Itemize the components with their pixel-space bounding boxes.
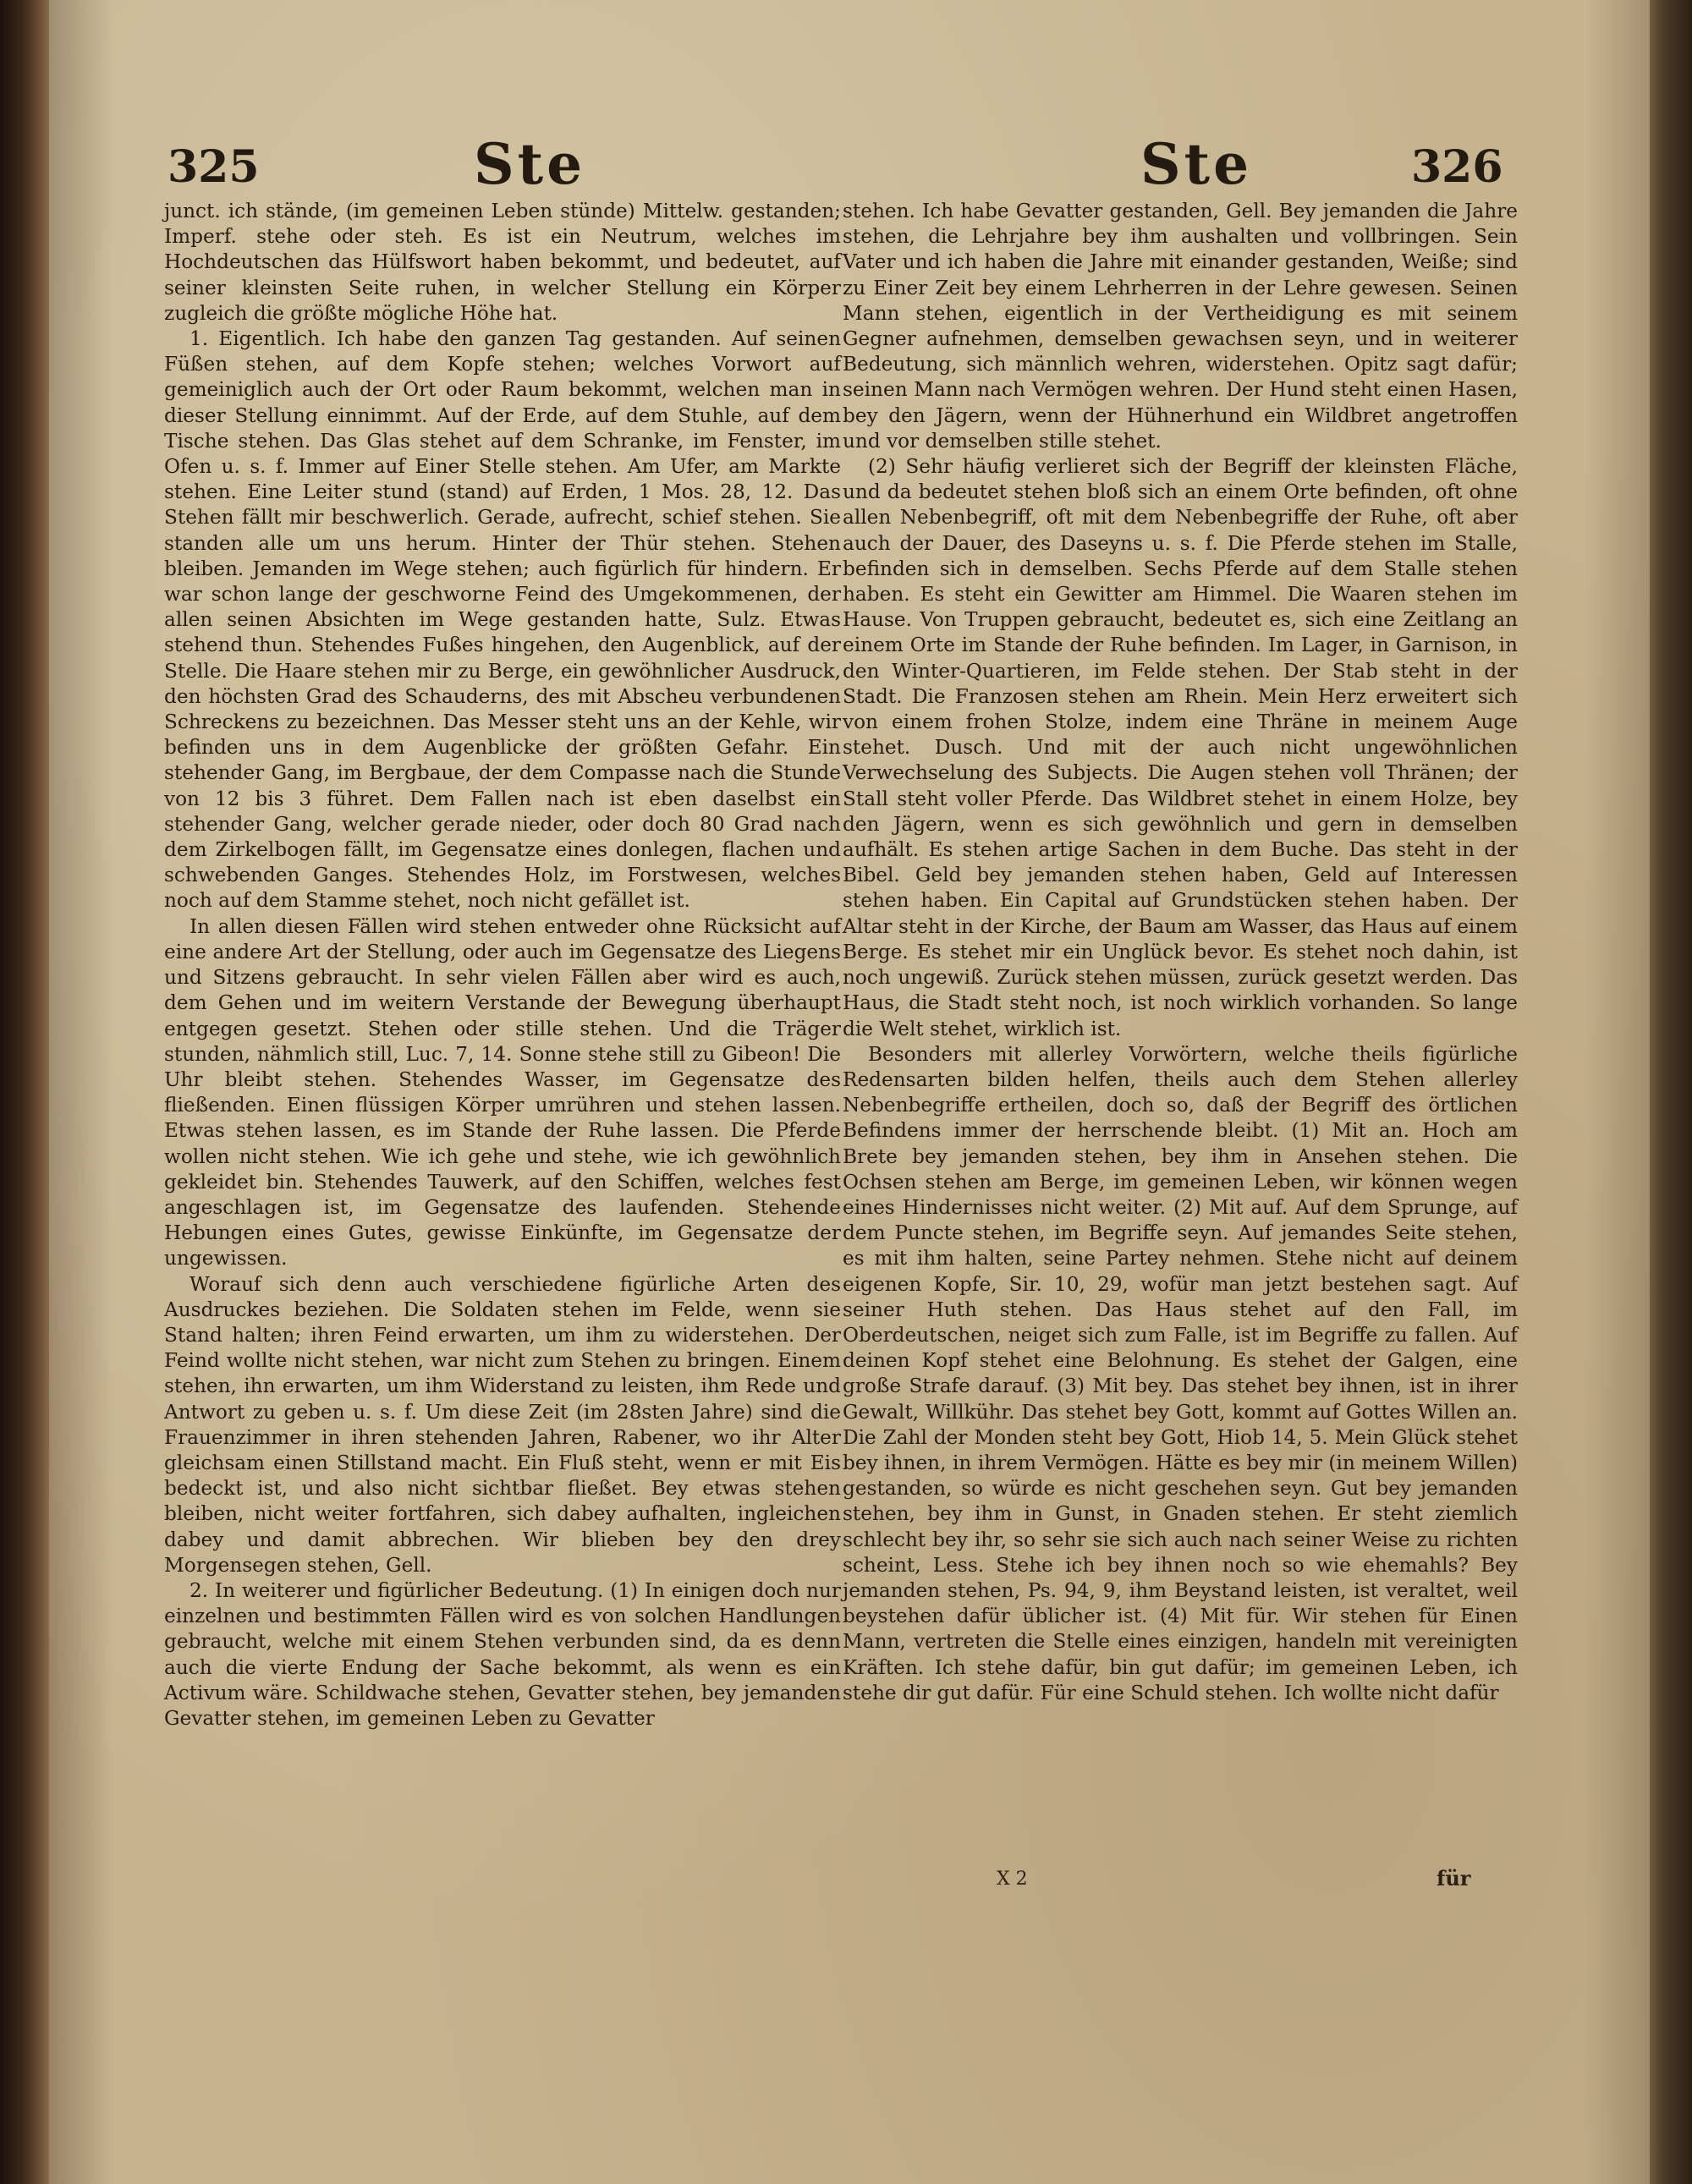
page-number-right: 326 — [1411, 141, 1503, 193]
page-header — [49, 131, 1650, 199]
paragraph: (2) Sehr häufig verlieret sich der Begriff der kleinsten Fläche, und da bedeutet stehen bloß sich an einem Orte befinden, oft ohne allen Nebenbegriff, oft mit dem Nebenbegriffe der Ruhe, oft aber auch der Dauer, des Daseyns u. s. f. Die Pferde stehen im Stalle, befinden sich in demselben. Sechs Pferde auf dem Stalle stehen haben. Es steht ein Gewitter am Himmel. Die Waaren stehen im Hause. Von Truppen gebraucht, bedeutet es, sich eine Zeitlang an einem Orte im Stande der Ruhe befinden. Im Lager, in Garnison, in den Winter-Quartieren, im Felde stehen. Der Stab steht in der Stadt. Die Franzosen stehen am Rhein. Mein Herz erweitert sich von einem frohen Stolze, indem eine Thräne in meinem Auge stehet. Dusch. Und mit der auch nicht ungewöhnlichen Verwechselung des Subjects. Die Augen stehen voll Thränen; der Stall steht voller Pferde. Das Wildbret stehet in einem Holze, bey den Jägern, wenn es sich gewöhnlich und gern in demselben aufhält. Es stehen artige Sachen in dem Buche. Das steht in der Bibel. Geld bey jemanden stehen haben, Geld auf Interessen stehen haben. Ein Capital auf Grundstücken stehen haben. Der Altar steht in der Kirche, der Baum am Wasser, das Haus auf einem Berge. Es stehet mir ein Unglück bevor. Es stehet noch dahin, ist noch ungewiß. Zurück stehen müssen, zurück gesetzt werden. Das Haus, die Stadt steht noch, ist noch wirklich vorhanden. So lange die Welt stehet, wirklich ist. — [843, 455, 1518, 1040]
running-head-right: Ste — [1140, 131, 1253, 197]
paragraph: junct. ich stände, (im gemeinen Leben stünde) Mittelw. gestanden; Imperf. stehe oder steh. Es ist ein Neutrum, welches im Hochdeutschen das Hülfswort haben bekommt, und bedeutet, auf seiner kleinsten Seite ruhen, in welcher Stellung ein Körper zugleich die größte mögliche Höhe hat. — [164, 200, 841, 325]
page-edge — [1650, 0, 1692, 2184]
text-column-right — [843, 199, 1518, 1706]
running-head-left: Ste — [474, 131, 586, 197]
book-spine — [0, 0, 49, 2184]
text-column-left — [164, 199, 841, 1731]
paragraph: In allen diesen Fällen wird stehen entweder ohne Rücksicht auf eine andere Art der Stellung, oder auch im Gegensatze des Liegens und Sitzens gebraucht. In sehr vielen Fällen aber wird es auch, dem Gehen und im weitern Verstande der Bewegung überhaupt entgegen gesetzt. Stehen oder stille stehen. Und die Träger stunden, nähmlich still, Luc. 7, 14. Sonne stehe still zu Gibeon! Die Uhr bleibt stehen. Stehendes Wasser, im Gegensatze des fließenden. Einen flüssigen Körper umrühren und stehen lassen. Etwas stehen lassen, es im Stande der Ruhe lassen. Die Pferde wollen nicht stehen. Wie ich gehe und stehe, wie ich gewöhnlich gekleidet bin. Stehendes Tauwerk, auf den Schiffen, welches fest angeschlagen ist, im Gegensatze des laufenden. Stehende Hebungen eines Gutes, gewisse Einkünfte, im Gegensatze der ungewissen. — [164, 914, 841, 1270]
page-number-left: 325 — [168, 141, 260, 193]
paragraph: Besonders mit allerley Vorwörtern, welche theils figürliche Redensarten bilden helfen, theils auch dem Stehen allerley Nebenbegriffe ertheilen, doch so, daß der Begriff des örtlichen Befindens immer der herrschende bleibt. (1) Mit an. Hoch am Brete bey jemanden stehen, bey ihm in Ansehen stehen. Die Ochsen stehen am Berge, im gemeinen Leben, wir können wegen eines Hindernisses nicht weiter. (2) Mit auf. Auf dem Sprunge, auf dem Puncte stehen, im Begriffe seyn. Auf jemandes Seite stehen, es mit ihm halten, seine Partey nehmen. Stehe nicht auf deinem eigenen Kopfe, Sir. 10, 29, wofür man jetzt bestehen sagt. Auf seiner Huth stehen. Das Haus stehet auf den Fall, im Oberdeutschen, neiget sich zum Falle, ist im Begriffe zu fallen. Auf deinen Kopf stehet eine Belohnung. Es stehet der Galgen, eine große Strafe darauf. (3) Mit bey. Das stehet bey ihnen, ist in ihrer Gewalt, Willkühr. Das stehet bey Gott, kommt auf Gottes Willen an. Die Zahl der Monden steht bey Gott, Hiob 14, 5. Mein Glück stehet bey ihnen, in ihrem Vermögen. Hätte es bey mir (in meinem Willen) gestanden, so würde es nicht geschehen seyn. Gut bey jemanden stehen, bey ihm in Gunst, in Gnaden stehen. Er steht ziemlich schlecht bey ihr, so sehr sie sich auch nach seiner Weise zu richten scheint, Less. Stehe ich bey ihnen noch so wie ehemahls? Bey jemanden stehen, Ps. 94, 9, ihm Beystand leisten, ist veraltet, weil beystehen dafür üblicher ist. (4) Mit für. Wir stehen für Einen Mann, vertreten die Stelle eines einzigen, handeln mit vereinigten Kräften. Ich stehe dafür, bin gut dafür; im gemeinen Leben, ich stehe dir gut dafür. Für eine Schuld stehen. Ich wollte nicht dafür — [843, 1042, 1518, 1704]
signature-mark: X 2 — [997, 1868, 1028, 1890]
paragraph: Worauf sich denn auch verschiedene figürliche Arten des Ausdruckes beziehen. Die Soldaten stehen im Felde, wenn sie Stand halten; ihren Feind erwarten, um ihm zu widerstehen. Der Feind wollte nicht stehen, war nicht zum Stehen zu bringen. Einem stehen, ihn erwarten, um ihm Widerstand zu leisten, ihm Rede und Antwort zu geben u. s. f. Um diese Zeit (im 28sten Jahre) sind die Frauenzimmer in ihren stehenden Jahren, Rabener, wo ihr Alter gleichsam einen Stillstand macht. Ein Fluß steht, wenn er mit Eis bedeckt ist, und also nicht sichtbar fließet. Bey etwas stehen bleiben, nicht weiter fortfahren, sich dabey aufhalten, ingleichen dabey und damit abbrechen. Wir blieben bey den drey Morgensegen stehen, Gell. — [164, 1272, 841, 1577]
paragraph: stehen. Ich habe Gevatter gestanden, Gell. Bey jemanden die Jahre stehen, die Lehrjahre bey ihm aushalten und vollbringen. Sein Vater und ich haben die Jahre mit einander gestanden, Weiße; sind zu Einer Zeit bey einem Lehrherren in der Lehre gewesen. Seinen Mann stehen, eigentlich in der Vertheidigung es mit seinem Gegner aufnehmen, demselben gewachsen seyn, und in weiterer Bedeutung, sich männlich wehren, widerstehen. Opitz sagt dafür; seinen Mann nach Vermögen wehren. Der Hund steht einen Hasen, bey den Jägern, wenn der Hühnerhund ein Wildbret angetroffen und vor demselben stille stehet. — [843, 200, 1518, 453]
paragraph: 1. Eigentlich. Ich habe den ganzen Tag gestanden. Auf seinen Füßen stehen, auf dem Kopfe stehen; welches Vorwort auf gemeiniglich auch der Ort oder Raum bekommt, welchen man in dieser Stellung einnimmt. Auf der Erde, auf dem Stuhle, auf dem Tische stehen. Das Glas stehet auf dem Schranke, im Fenster, im Ofen u. s. f. Immer auf Einer Stelle stehen. Am Ufer, am Markte stehen. Eine Leiter stund (stand) auf Erden, 1 Mos. 28, 12. Das Stehen fällt mir beschwerlich. Gerade, aufrecht, schief stehen. Sie standen alle um uns herum. Hinter der Thür stehen. Stehen bleiben. Jemanden im Wege stehen; auch figürlich für hindern. Er war schon lange der geschworne Feind des Umgekommenen, der allen seinen Absichten im Wege gestanden hatte, Sulz. Etwas stehend thun. Stehendes Fußes hingehen, den Augenblick, auf der Stelle. Die Haare stehen mir zu Berge, ein gewöhnlicher Ausdruck, den höchsten Grad des Schauderns, des mit Abscheu verbundenen Schreckens zu bezeichnen. Das Messer steht uns an der Kehle, wir befinden uns in dem Augenblicke der größten Gefahr. Ein stehender Gang, im Bergbaue, der dem Compasse nach die Stunde von 12 bis 3 führet. Dem Fallen nach ist eben daselbst ein stehender Gang, welcher gerade nieder, oder doch 80 Grad nach dem Zirkelbogen fällt, im Gegensatze eines donlegen, flachen und schwebenden Ganges. Stehendes Holz, im Forstwesen, welches noch auf dem Stamme stehet, noch nicht gefället ist. — [164, 327, 841, 913]
paragraph: 2. In weiterer und figürlicher Bedeutung. (1) In einigen doch nur einzelnen und bestimmten Fällen wird es von solchen Handlungen gebraucht, welche mit einem Stehen verbunden sind, da es denn auch die vierte Endung der Sache bekommt, als wenn es ein Activum wäre. Schildwache stehen, Gevatter stehen, bey jemanden Gevatter stehen, im gemeinen Leben zu Gevatter — [164, 1578, 841, 1730]
catchword: für — [1437, 1866, 1471, 1890]
book-page — [49, 0, 1650, 2184]
